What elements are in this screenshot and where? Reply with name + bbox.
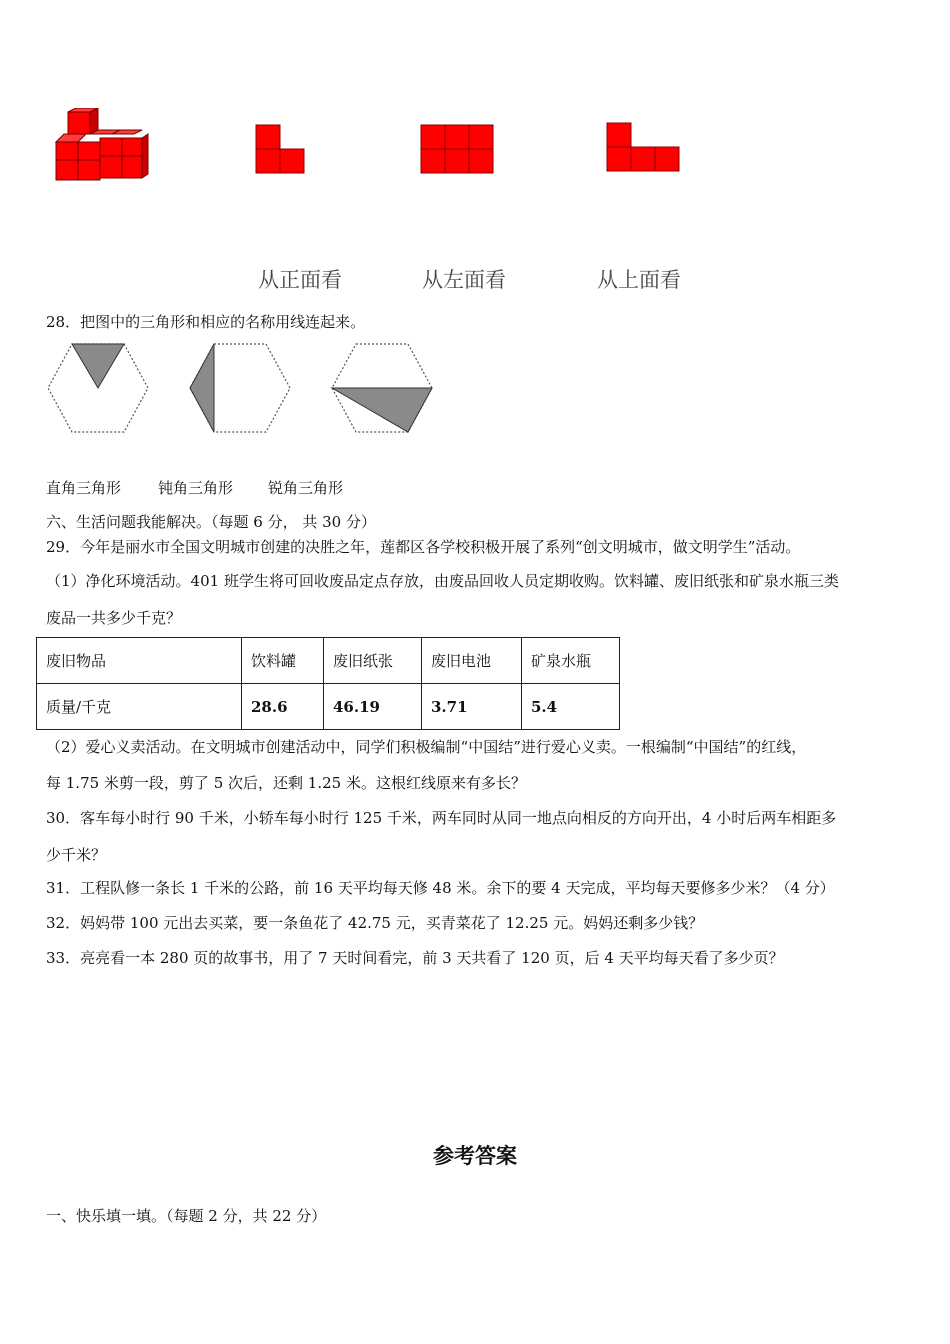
section-6-title: 六、生活问题我能解决。（每题 6 分， 共 30 分） bbox=[46, 513, 376, 531]
answer-title: 参考答案 bbox=[433, 1143, 517, 1168]
q29-stem: 29．今年是丽水市全国文明城市创建的决胜之年，莲都区各学校积极开展了系列“创文明城市，做文明学生”活动。 bbox=[46, 538, 801, 556]
table-row bbox=[37, 684, 620, 730]
hexagon-figure-3 bbox=[330, 342, 434, 434]
q33-text: 33．亮亮看一本 280 页的故事书，用了 7 天时间看完，前 3 天共看了 120 页，后 4 天平均每天看了多少页？ bbox=[46, 949, 784, 967]
table-header: 废旧纸张 bbox=[324, 638, 422, 684]
q29-part1-line1: （1）净化环境活动。401 班学生将可回收废品定点存放，由废品回收人员定期收购。饮料罐、废旧纸张和矿泉水瓶三类 bbox=[46, 572, 839, 590]
q30-line2: 少千米？ bbox=[46, 846, 107, 864]
cube-stack-figure bbox=[50, 108, 152, 184]
table-cell: 46.19 bbox=[324, 684, 422, 730]
q31-text: 31．工程队修一条长 1 千米的公路，前 16 天平均每天修 48 米。余下的要 4 天完成，平均每天要修多少米？（4 分） bbox=[46, 879, 835, 897]
table-header: 饮料罐 bbox=[242, 638, 324, 684]
table-cell: 5.4 bbox=[522, 684, 620, 730]
view-label-left: 从左面看 bbox=[422, 268, 506, 292]
table-row bbox=[37, 638, 620, 684]
table-cell: 28.6 bbox=[242, 684, 324, 730]
q29-part1-line2: 废品一共多少千克？ bbox=[46, 609, 182, 627]
table-cell: 3.71 bbox=[422, 684, 522, 730]
q29-part2-line2: 每 1.75 米剪一段，剪了 5 次后，还剩 1.25 米。这根红线原来有多长？ bbox=[46, 774, 526, 792]
q32-text: 32．妈妈带 100 元出去买菜，要一条鱼花了 42.75 元，买青菜花了 12.25 元。妈妈还剩多少钱？ bbox=[46, 914, 704, 932]
top-view-figure bbox=[606, 122, 680, 172]
table-header: 废旧物品 bbox=[37, 638, 242, 684]
hexagon-figure-2 bbox=[188, 342, 292, 434]
triangle-name-acute: 锐角三角形 bbox=[268, 479, 344, 497]
view-label-front: 从正面看 bbox=[258, 268, 342, 292]
hexagon-figure-1 bbox=[46, 342, 150, 434]
table-header: 矿泉水瓶 bbox=[522, 638, 620, 684]
q30-line1: 30．客车每小时行 90 千米，小轿车每小时行 125 千米，两车同时从同一地点向相反的方向开出，4 小时后两车相距多 bbox=[46, 809, 837, 827]
triangle-name-obtuse: 钝角三角形 bbox=[158, 479, 234, 497]
left-view-figure bbox=[420, 124, 494, 174]
q28-stem: 28．把图中的三角形和相应的名称用线连起来。 bbox=[46, 313, 366, 331]
answer-section-1: 一、快乐填一填。（每题 2 分，共 22 分） bbox=[46, 1207, 327, 1225]
triangle-name-right: 直角三角形 bbox=[46, 479, 122, 497]
view-label-top: 从上面看 bbox=[597, 268, 681, 292]
q29-part2-line1: （2）爱心义卖活动。在文明城市创建活动中，同学们积极编制“中国结”进行爱心义卖。一根编制“中国结”的红线， bbox=[46, 738, 807, 756]
table-row-label: 质量/千克 bbox=[37, 684, 242, 730]
table-header: 废旧电池 bbox=[422, 638, 522, 684]
waste-table bbox=[36, 637, 620, 730]
front-view-figure bbox=[255, 124, 305, 174]
